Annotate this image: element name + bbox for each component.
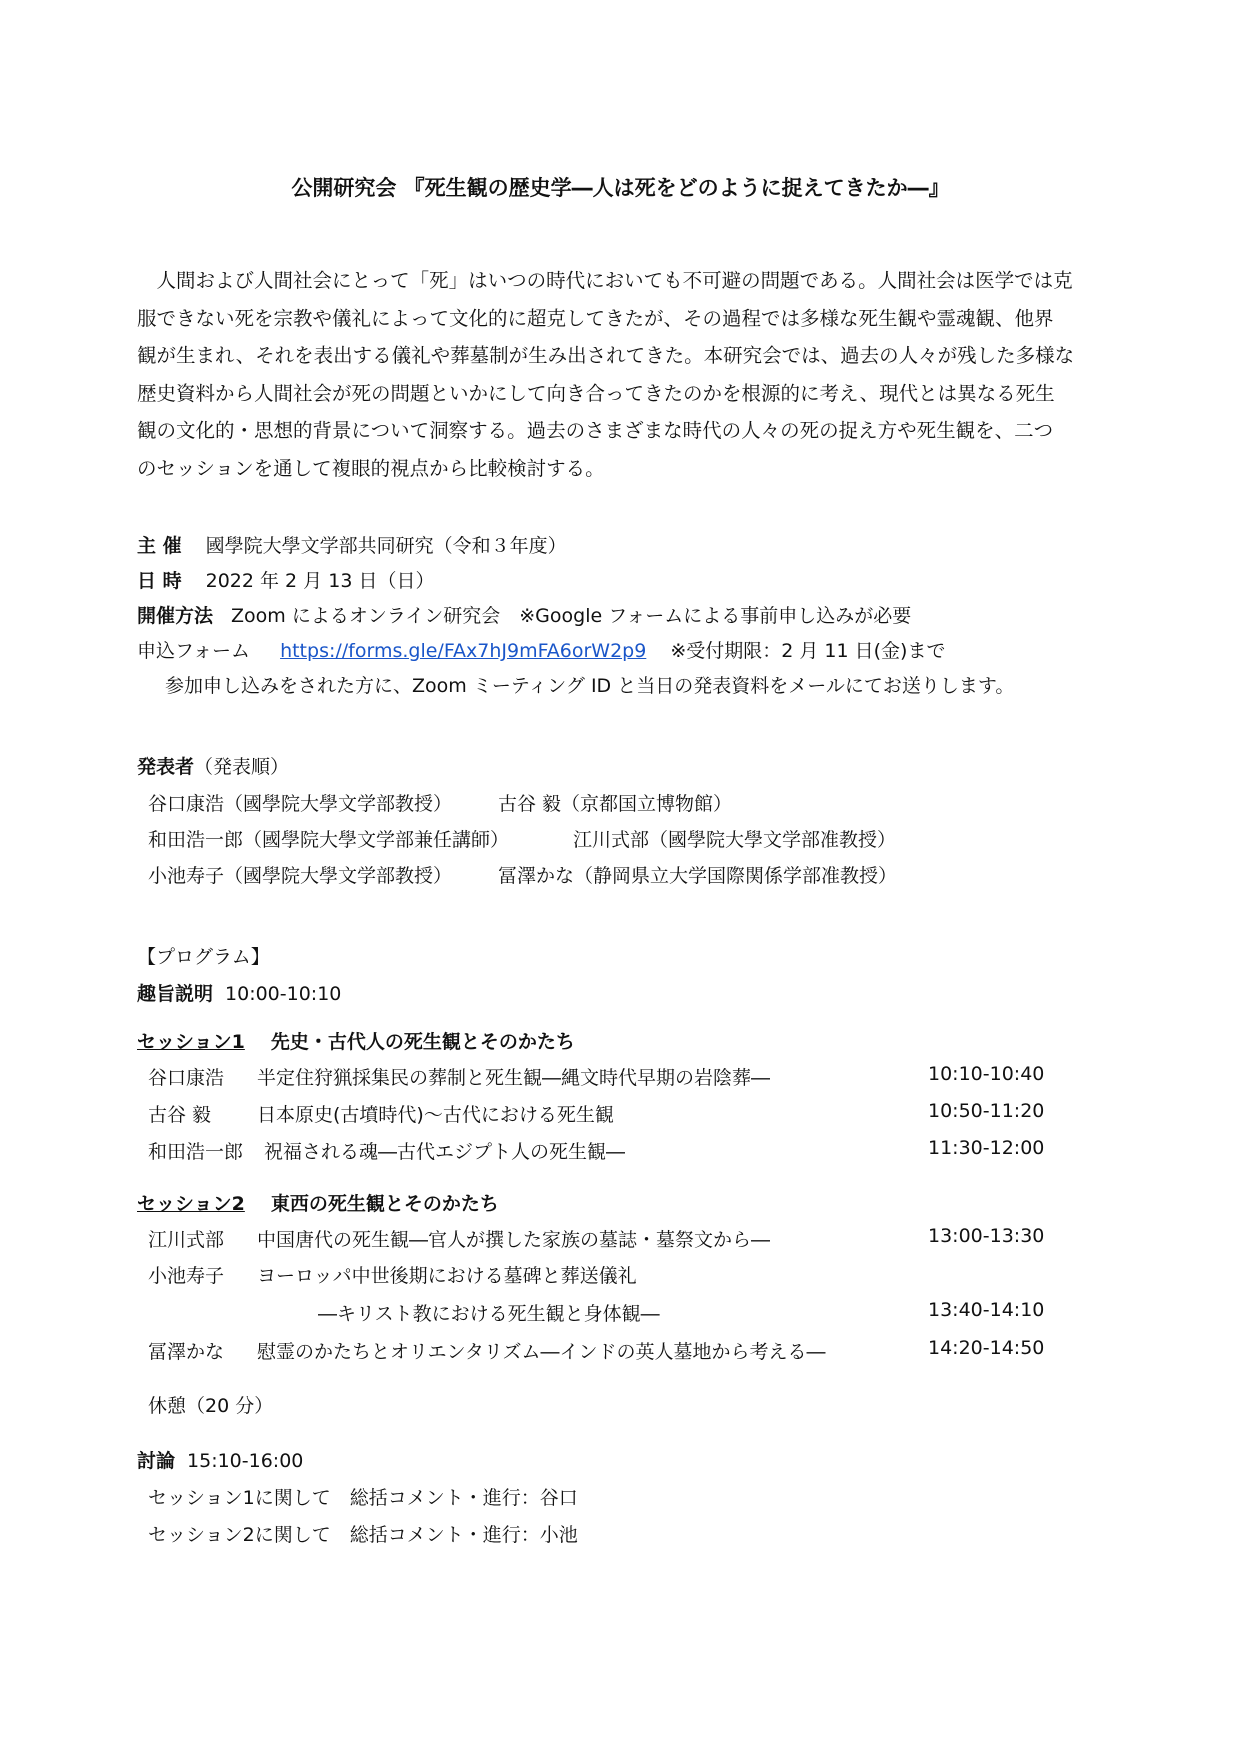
intro-paragraph (137, 262, 1112, 487)
intro-line: 観が生まれ、それを表出する儀礼や葬墓制が生み出されてきた。本研究会では、過去の人々が残した多様な (137, 344, 1075, 367)
intro-session-label: 趣旨説明 (137, 983, 214, 1005)
intro-line: 服できない死を宗教や儀礼によって文化的に超克してきたが、その過程では多様な死生観や霊魂観、他界 (137, 306, 1054, 330)
talk-speaker: 谷口康浩 (148, 1067, 225, 1089)
talk-title: 半定住狩猟採集民の葬制と死生観―縄文時代早期の岩陰葬― (257, 1067, 771, 1089)
form-label: 申込フォーム (137, 640, 251, 662)
talk-title: 中国唐代の死生観―官人が撰した家族の墓誌・墓祭文から― (257, 1229, 771, 1251)
session2-title: 東西の死生観とそのかたち (270, 1193, 499, 1215)
talk-title: 慰霊のかたちとオリエンタリズム―インドの英人墓地から考える― (257, 1341, 826, 1363)
talk-title: ヨーロッパ中世後期における墓碑と葬送儀礼 (257, 1265, 637, 1287)
intro-line: 歴史資料から人間社会が死の問題といかにして向き合ってきたのかを根源的に考え、現代とは異なる死生 (137, 381, 1055, 405)
presenter-name: 谷口康浩（國學院大學文学部教授） (148, 793, 453, 815)
talk-title: 日本原史(古墳時代)～古代における死生観 (257, 1104, 614, 1126)
talk-time: 10:50-11:20 (928, 1100, 1045, 1122)
session2-heading (137, 1189, 499, 1216)
method-row (137, 601, 911, 628)
method-label: 開催方法 (137, 605, 214, 627)
talk-time: 10:10-10:40 (928, 1063, 1045, 1085)
talk-speaker: 冨澤かな (148, 1341, 225, 1363)
talk-speaker: 和田浩一郎 (148, 1141, 244, 1163)
presenter-name: 小池寿子（國學院大學文学部教授） (148, 865, 453, 887)
date-value: 2022 年 2 月 13 日（日） (205, 570, 435, 592)
deadline-text: ※受付期限：2 月 11 日(金)まで (670, 640, 946, 662)
presenters-heading: 発表者（発表順） (137, 756, 290, 778)
session1-heading (137, 1027, 575, 1054)
form-note: 参加申し込みをされた方に、Zoom ミーティング ID と当日の発表資料をメールにてお送りします。 (165, 675, 1015, 697)
organizer-row (137, 531, 567, 558)
presenter-name: 江川式部（國學院大學文学部准教授） (573, 829, 897, 851)
talk-speaker: 古谷 毅 (148, 1104, 212, 1126)
talk-time: 14:20-14:50 (928, 1337, 1045, 1359)
talk-time: 13:40-14:10 (928, 1299, 1045, 1321)
talk-row (148, 1261, 1088, 1288)
page-title: 公開研究会 『死生観の歴史学―人は死をどのように捉えてきたか―』 (291, 176, 950, 200)
talk-row (148, 1225, 1088, 1252)
discussion-row (137, 1446, 303, 1473)
discussion-label: 討論 (137, 1450, 176, 1472)
intro-session-time: 10:00-10:10 (225, 983, 342, 1005)
discussion-line: セッション1に関して 総括コメント・進行：谷口 (148, 1487, 578, 1509)
talk-speaker: 江川式部 (148, 1229, 225, 1251)
talk-row (148, 1063, 1088, 1090)
organizer-value: 國學院大學文学部共同研究（令和３年度） (205, 535, 567, 557)
talk-subtitle: ―キリスト教における死生観と身体観― (318, 1303, 660, 1325)
break-text: 休憩（20 分） (148, 1395, 274, 1417)
discussion-line: セッション2に関して 総括コメント・進行：小池 (148, 1524, 578, 1546)
talk-time: 13:00-13:30 (928, 1225, 1045, 1247)
talk-speaker: 小池寿子 (148, 1265, 225, 1287)
talk-title: 祝福される魂―古代エジプト人の死生観― (264, 1141, 626, 1163)
intro-line: 観の文化的・思想的背景について洞察する。過去のさまざまな時代の人々の死の捉え方や死生観を、二つ (137, 419, 1054, 442)
session2-label: セッション2 (137, 1193, 245, 1215)
method-value: Zoom によるオンライン研究会 ※Google フォームによる事前申し込みが必要 (231, 605, 912, 627)
organizer-label: 主 催 (137, 535, 182, 557)
presenter-name: 古谷 毅（京都国立博物館） (498, 793, 733, 815)
session1-title: 先史・古代人の死生観とそのかたち (270, 1031, 575, 1053)
presenter-name: 冨澤かな（静岡県立大学国際関係学部准教授） (498, 865, 898, 887)
date-label: 日 時 (137, 570, 182, 592)
form-link[interactable]: https://forms.gle/FAx7hJ9mFA6orW2p9 (280, 640, 647, 662)
form-row (137, 636, 945, 663)
intro-session-row (137, 979, 341, 1006)
program-heading: 【プログラム】 (137, 946, 270, 968)
presenter-name: 和田浩一郎（國學院大學文学部兼任講師） (148, 829, 510, 851)
session1-label: セッション1 (137, 1031, 245, 1053)
date-row (137, 566, 434, 593)
talk-row (148, 1337, 1088, 1364)
talk-time: 11:30-12:00 (928, 1137, 1045, 1159)
intro-line: のセッションを通して複眼的視点から比較検討する。 (137, 456, 605, 480)
discussion-time: 15:10-16:00 (187, 1450, 304, 1472)
talk-row (148, 1100, 1088, 1127)
intro-line: 人間および人間社会にとって「死」はいつの時代においても不可避の問題である。人間社会は医学では克 (137, 269, 1073, 292)
talk-row (148, 1137, 1088, 1164)
